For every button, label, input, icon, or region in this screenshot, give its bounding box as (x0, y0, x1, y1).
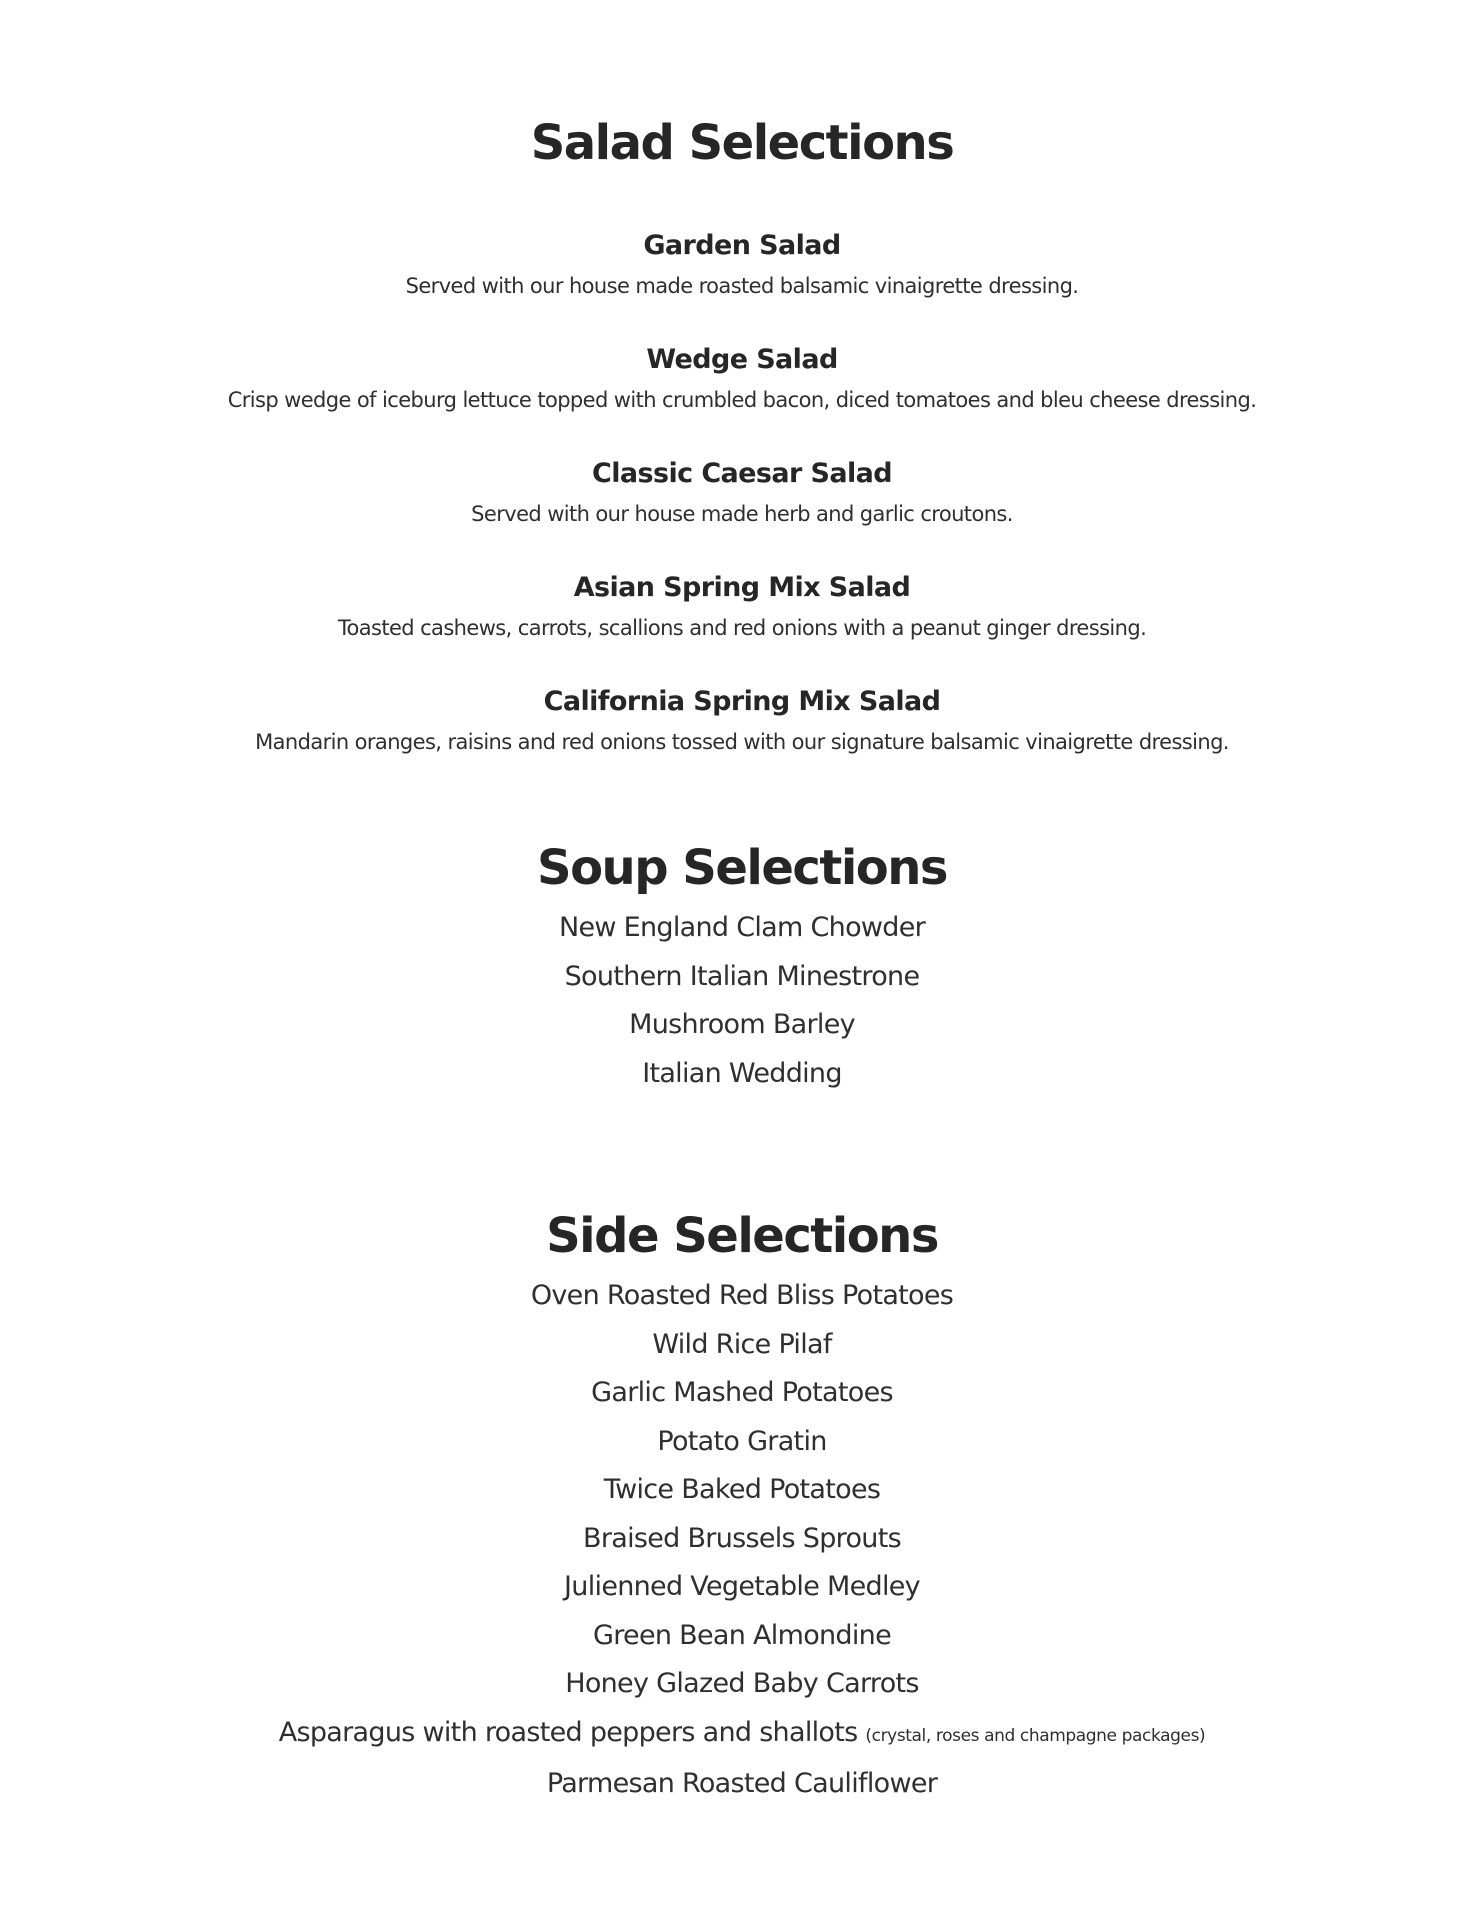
salad-name: Classic Caesar Salad (592, 458, 892, 489)
salad-item-wedge (0, 340, 1484, 420)
side-item: Twice Baked Potatoes (603, 1474, 881, 1505)
side-item: Wild Rice Pilaf (652, 1328, 832, 1360)
side-item-label: Asparagus with roasted peppers and shallots (278, 1716, 858, 1748)
salad-description: Toasted cashews, carrots, scallions and red onions with a peanut ginger dressing. (337, 616, 1147, 640)
side-item: Oven Roasted Red Bliss Potatoes (530, 1280, 954, 1311)
side-section (0, 1206, 1484, 1809)
salad-item-garden (0, 226, 1484, 306)
salad-name: Asian Spring Mix Salad (573, 572, 911, 603)
side-item: Parmesan Roasted Cauliflower (546, 1768, 938, 1799)
salad-item-california (0, 682, 1484, 762)
salad-item-caesar (0, 454, 1484, 534)
side-heading: Side Selections (546, 1208, 938, 1264)
package-note: (crystal, roses and champagne packages) (865, 1725, 1206, 1746)
salad-item-asian (0, 568, 1484, 648)
salad-name: Garden Salad (643, 230, 841, 261)
salad-heading: Salad Selections (530, 115, 954, 171)
salad-description: Served with our house made roasted balsamic vinaigrette dressing. (405, 274, 1079, 298)
side-item: Green Bean Almondine (593, 1619, 891, 1651)
side-item: Honey Glazed Baby Carrots (565, 1668, 919, 1699)
soup-heading: Soup Selections (537, 840, 947, 896)
salad-section (0, 113, 1484, 762)
salad-description: Served with our house made herb and garlic croutons. (471, 502, 1013, 526)
soup-item: New England Clam Chowder (558, 912, 926, 943)
salad-description: Crisp wedge of iceburg lettuce topped with crumbled bacon, diced tomatoes and bleu cheese dressing. (227, 388, 1257, 412)
side-item: Braised Brussels Sprouts (583, 1522, 901, 1554)
salad-description: Mandarin oranges, raisins and red onions tossed with our signature balsamic vinaigrette dressing. (255, 730, 1229, 754)
soup-item: Italian Wedding (642, 1057, 842, 1089)
salad-name: Wedge Salad (646, 344, 838, 375)
soup-section (0, 838, 1484, 1098)
side-item-asparagus (0, 1709, 1484, 1761)
side-item: Julienned Vegetable Medley (564, 1571, 920, 1602)
side-item: Garlic Mashed Potatoes (591, 1377, 893, 1408)
soup-item: Mushroom Barley (629, 1009, 855, 1040)
side-item: Potato Gratin (657, 1425, 827, 1457)
soup-item: Southern Italian Minestrone (564, 960, 920, 992)
salad-name: California Spring Mix Salad (543, 686, 941, 717)
